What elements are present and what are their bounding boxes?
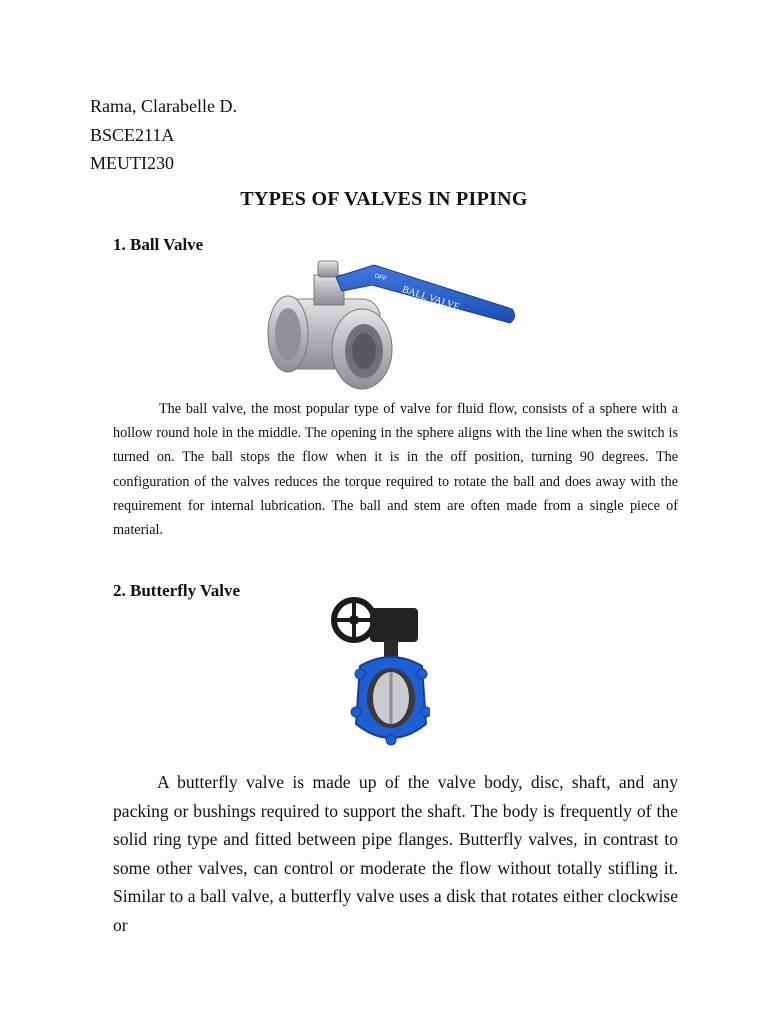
ball-valve-illustration [262,257,518,395]
document-title: TYPES OF VALVES IN PIPING [240,188,528,210]
section-heading-ball-valve: 1. Ball Valve [113,235,204,254]
course-section: BSCE211A [90,125,175,145]
ball-valve-image [262,257,518,395]
butterfly-valve-image [330,594,430,762]
section-heading-butterfly-valve: 2. Butterfly Valve [113,581,241,600]
author-name: Rama, Clarabelle D. [90,96,237,116]
butterfly-valve-description: A butterfly valve is made up of the valve body, disc, shaft, and any packing or bushings required to support the shaft. The body is frequently of the solid ring type and fitted between pipe flanges. Butterfly valves, in contrast to some other valves, can control or moderate the flow without totally stifling it. Similar to a ball valve, a butterfly valve uses a disk that rotates either clockwise or [113,772,678,935]
ball-valve-description: The ball valve, the most popular type of valve for fluid flow, consists of a sphere with a hollow round hole in the middle. The opening in the sphere aligns with the line when the switch is turned on. The ball stops the flow when it is in the off position, turning 90 degrees. The configuration of the valves reduces the torque required to rotate the ball and does away with the requirement for internal lubrication. The ball and stem are often made from a single piece of material. [113,401,678,539]
ball-valve-handle-label: BALL VALVE [400,284,461,314]
ball-valve-handle-off-text: OFF [373,273,387,283]
butterfly-valve-illustration [330,594,430,762]
subject-code: MEUTI230 [90,153,174,173]
